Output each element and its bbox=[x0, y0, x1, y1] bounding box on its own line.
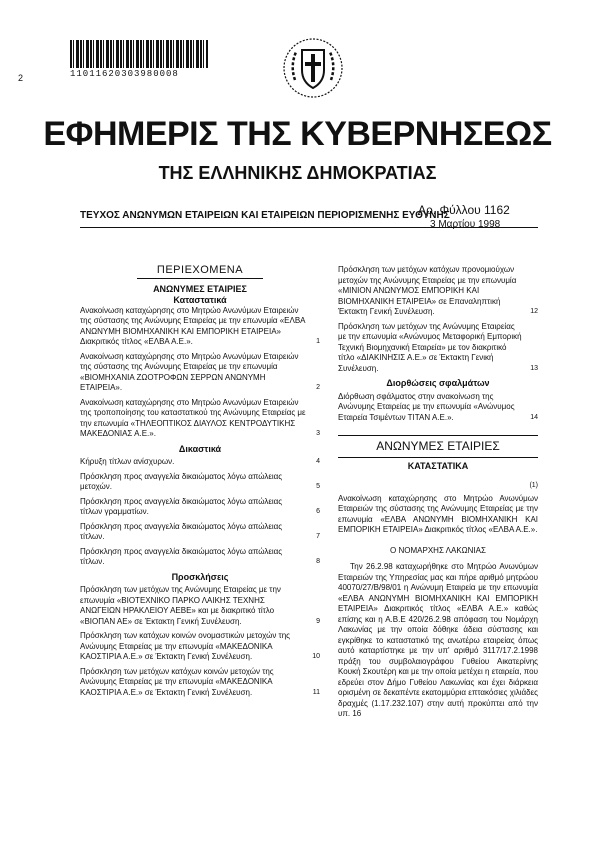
barcode bbox=[70, 40, 208, 68]
contents-entry: Πρόσκληση των μετόχων κατόχων προνομιούχων μετοχών της Ανώνυμης Εταιρείας με την επωνυμία «ΜΙΝΙΟΝ ΑΝΩΝΥΜΟΣ ΕΜΠΟΡΙΚΗ ΚΑΙ ΒΙΟΜΗΧΑΝΙΚΗ ΕΤΑΙΡΕΙΑ» σε Επαναληπτική Έκτακτη Γενική Συνέλευση. 12 bbox=[338, 265, 538, 316]
issue-series: ΤΕΥΧΟΣ ΑΝΩΝΥΜΩΝ ΕΤΑΙΡΕΙΩΝ ΚΑΙ ΕΤΑΙΡΕΙΩΝ ΠΕΡΙΟΡΙΣΜΕΝΗΣ ΕΥΘΥΝΗΣ bbox=[80, 210, 450, 221]
margin-mark: 2 bbox=[18, 73, 24, 83]
contents-entry: Ανακοίνωση καταχώρησης στο Μητρώο Ανωνύμων Εταιρειών της σύστασης της Ανώνυμης Εταιρείας με την επωνυμία «ΒΙΟΜΗΧΑΝΙΑ ΖΩΟΤΡΟΦΩΝ ΣΕΡΡΩΝ ΑΝΩΝΥΜΗ ΕΤΑΙΡΕΙΑ». 2 bbox=[80, 351, 320, 392]
section-category: Προσκλήσεις bbox=[171, 571, 229, 582]
header-divider bbox=[80, 227, 538, 228]
contents-entry: Ανακοίνωση καταχώρησης στο Μητρώο Ανωνύμων Εταιρειών της τροποποίησης του καταστατικού της Ανώνυμης Εταιρείας με την επωνυμία «ΤΗΛΕΟΠΤΙΚΟΣ ΔΙΑΥΛΟΣ ΚΕΝΤΡΟΔΥΤΙΚΗΣ ΜΑΚΕΔΟΝΙΑΣ Α.Ε.». 3 bbox=[80, 397, 320, 438]
barcode-number: 11011620303980008 bbox=[70, 69, 179, 79]
contents-entry: Πρόσκληση των μετόχων της Ανώνυμης Εταιρείας με την επωνυμία «Ανώνυμος Μεταφορική Εμπορική Τεχνική Βιομηχανική Εταιρεία» με τον διακριτικό τίτλο «ΔΙΑΚΙΝΗΣΙΣ Α.Ε.» σε Έκτακτη Γενική Συνέλευση. 13 bbox=[338, 321, 538, 373]
section-category: Καταστατικά bbox=[173, 295, 227, 305]
announcement-text: Ανακοίνωση καταχώρησης στο Μητρώο Ανωνύμων Εταιρειών της σύστασης της Ανώνυμης Εταιρείας με την επωνυμία «ΕΛΒΑ ΑΝΩΝΥΜΗ ΒΙΟΜΗΧΑΝΙΚΗ ΚΑΙ ΕΜΠΟΡΙΚΗ ΕΤΑΙΡΕΙΑ» Διακριτικός τίτλος «ΕΛΒΑ Α.Ε.». bbox=[338, 493, 538, 534]
contents-entry: Πρόσκληση προς αναγγελία δικαιώματος λόγω απώλειας τίτλων. 8 bbox=[80, 546, 320, 566]
section-category: Δικαστικά bbox=[178, 443, 222, 454]
section-title: ΑΝΩΝΥΜΕΣ ΕΤΑΙΡΙΕΣ bbox=[153, 283, 247, 294]
contents-entry: Πρόσκληση προς αναγγελία δικαιώματος λόγω απώλειας τίτλων. 7 bbox=[80, 521, 320, 541]
contents-heading: ΠΕΡΙΕΧΟΜΕΝΑ bbox=[80, 265, 320, 276]
contents-entry: Πρόσκληση προς αναγγελία δικαιώματος λόγω απώλειας τίτλων γραμματίων. 6 bbox=[80, 496, 320, 516]
contents-column bbox=[80, 265, 320, 702]
contents-entry: Διόρθωση σφάλματος στην ανακοίνωση της Ανώνυμης Εταιρείας με την επωνυμία «Ανώνυμος Εταιρεία Τσιμέντων ΤΙΤΑΝ Α.Ε.». 14 bbox=[338, 391, 538, 422]
statutes-heading: ΚΑΤΑΣΤΑΤΙΚΑ bbox=[407, 460, 469, 471]
contents-entry: Πρόσκληση των κατόχων κοινών ονομαστικών μετοχών της Ανώνυμης Εταιρείας με την επωνυμία «ΜΑΚΕΔΟΝΙΚΑ ΚΑΟΣΤΙΡΙΑ Α.Ε.» σε Έκτακτη Γενική Συνέλευση. 10 bbox=[80, 631, 320, 661]
greek-coat-of-arms-icon bbox=[282, 36, 344, 102]
main-column bbox=[338, 265, 538, 720]
corrections-heading: Διορθώσεις σφαλμάτων bbox=[386, 378, 490, 388]
contents-entry: Πρόσκληση προς αναγγελία δικαιώματος λόγω απώλειας μετοχών. 5 bbox=[80, 471, 320, 491]
gazette-title: ΕΦΗΜΕΡΙΣ ΤΗΣ ΚΥΒΕΡΝΗΣΕΩΣ bbox=[43, 115, 552, 153]
contents-entry: Πρόσκληση των μετόχων κατόχων κοινών μετοχών της Ανώνυμης Εταιρείας με την επωνυμία «ΜΑΚΕΔΟΝΙΚΑ ΚΑΟΣΤΙΡΙΑ Α.Ε.» σε Έκτακτη Γενική Συνέλευση. 11 bbox=[80, 666, 320, 697]
sheet-number: Αρ. Φύλλου 1162 bbox=[418, 203, 510, 217]
contents-entry: Κήρυξη τίτλων ανίσχυρων. 4 bbox=[80, 457, 320, 466]
gazette-subtitle: ΤΗΣ ΕΛΛΗΝΙΚΗΣ ΔΗΜΟΚΡΑΤΙΑΣ bbox=[158, 163, 437, 183]
companies-heading: ΑΝΩΝΥΜΕΣ ΕΤΑΙΡΙΕΣ bbox=[338, 435, 538, 458]
contents-entry: Πρόσκληση των μετόχων της Ανώνυμης Εταιρείας με την επωνυμία «ΒΙΟΤΕΧΝΙΚΟ ΠΑΡΚΟ ΛΑΙΚΗΣ ΤΕΧΝΗΣ ΑΝΩΓΕΙΩΝ ΗΡΑΚΛΕΙΟΥ ΑΕΒΕ» και με διακριτικό τίτλο «ΒΙΟΠΑΝ ΑΕ» σε Έκτακτη Γενική Συνέλευση. 9 bbox=[80, 585, 320, 626]
item-number: (1) bbox=[529, 482, 538, 489]
issue-date: 3 Μαρτίου 1998 bbox=[430, 219, 501, 230]
signatory: Ο ΝΟΜΑΡΧΗΣ ΛΑΚΩΝΙΑΣ bbox=[390, 545, 486, 555]
contents-entry: Ανακοίνωση καταχώρησης στο Μητρώο Ανωνύμων Εταιρειών της σύστασης της Ανώνυμης Εταιρείας με την επωνυμία «ΕΛΒΑ ΑΝΩΝΥΜΗ ΒΙΟΜΗΧΑΝΙΚΗ ΚΑΙ ΕΜΠΟΡΙΚΗ ΕΤΑΙΡΕΙΑ» Διακριτικός τίτλος «ΕΛΒΑ Α.Ε.». 1 bbox=[80, 305, 320, 346]
body-text: Την 26.2.98 καταχωρήθηκε στο Μητρώο Ανωνύμων Εταιρειών της Υπηρεσίας μας και πήρε αριθμό μητρώου 40070/27/Β/98/01 η Ανώνυμη Εταιρεία με την επωνυμία «ΕΛΒΑ ΑΝΩΝΥΜΗ ΒΙΟΜΗΧΑΝΙΚΗ ΚΑΙ ΕΜΠΟΡΙΚΗ ΕΤΑΙΡΕΙΑ» Διακριτικός τίτλος «ΕΛΒΑ Α.Ε.» καθώς επίσης και η Α.Β.Ε 420/26.2.98 απόφαση του Νομάρχη Λακωνίας με την οποία δόθηκε άδεια σύστασης και εγκρίθηκε το καταστατικό της ανωτέρω εταιρείας όπως αυτό καταρτίστηκε με την υπ' αριθμό 3117/17.2.1998 πράξη του συμβολαιογράφου Γυθείου Αικατερίνης Κουκή Σκουτέρη και με την οποία μετέχει η εταιρεία, που εδρεύει στον Δήμο Γυθείου Λακωνίας και έχει διάρκεια ορισμένη σε δεκαπέντε εκατομμύρια επτακόσιες χιλιάδες δραχμές (1.17.232.107) στην αυτή προκύπτει από την υπ. 16 bbox=[338, 562, 538, 718]
